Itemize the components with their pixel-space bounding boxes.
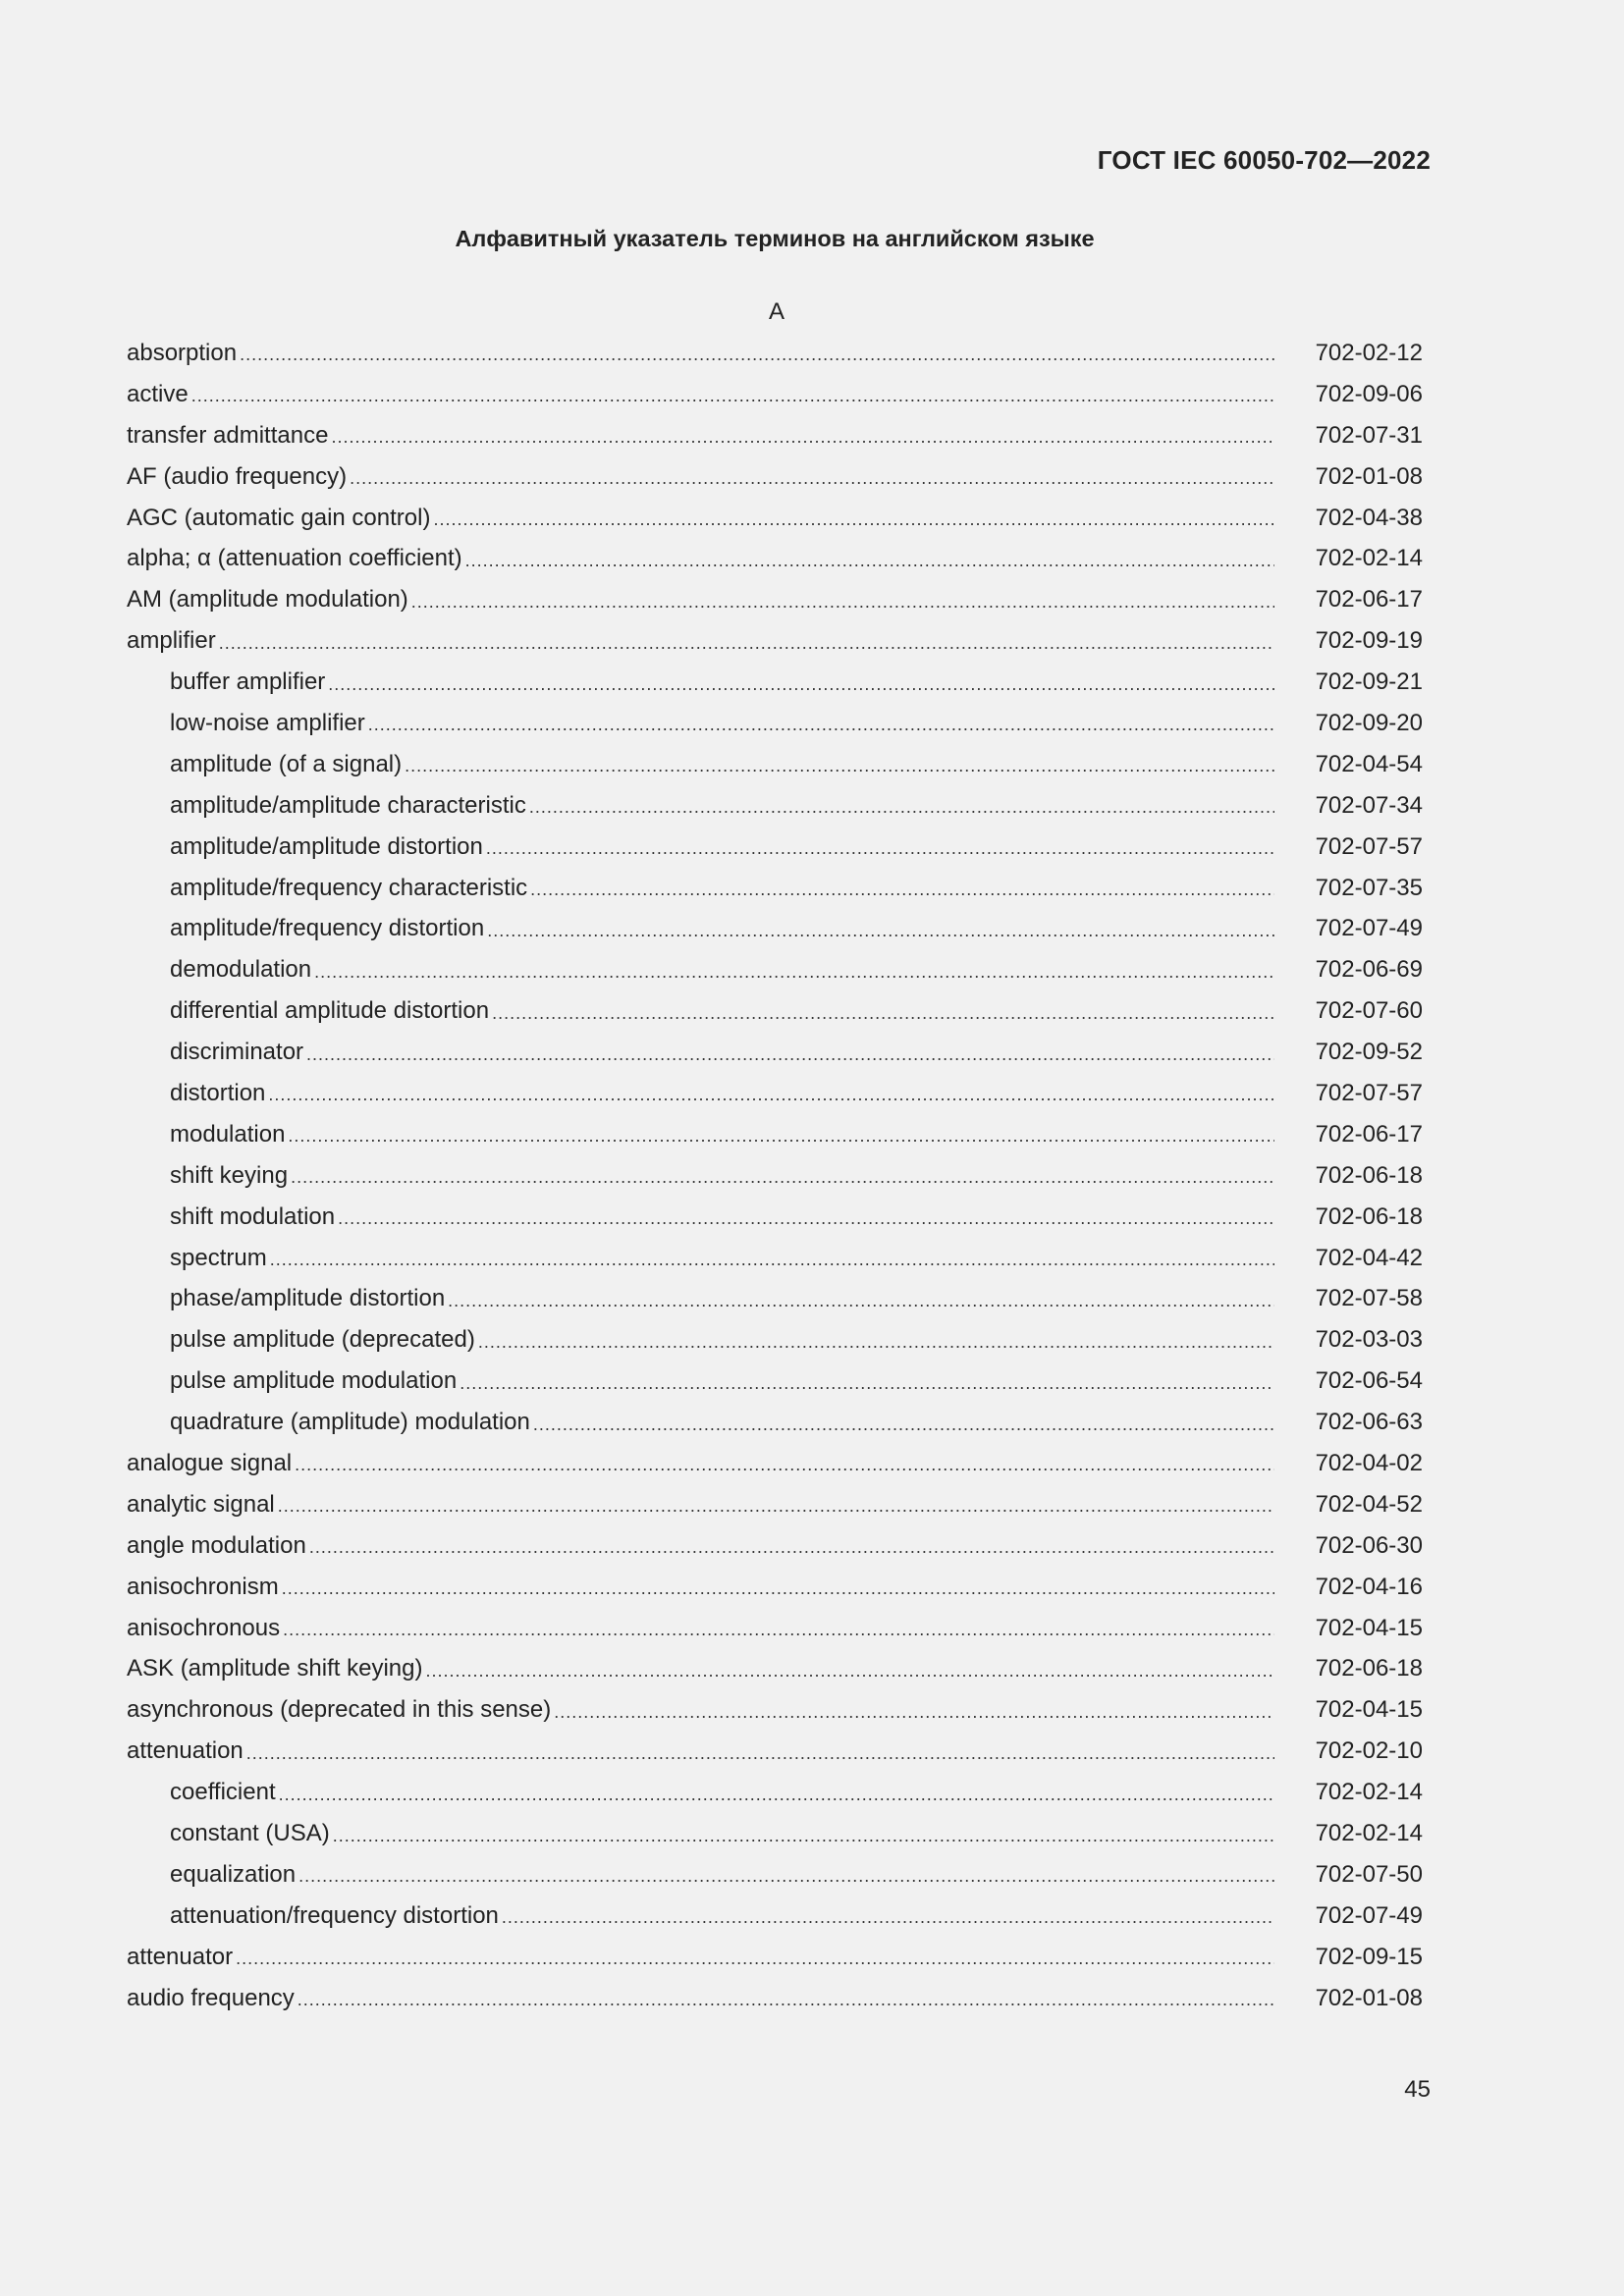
- index-term: buffer amplifier: [170, 668, 326, 696]
- index-subentry: [127, 1361, 1423, 1402]
- index-term: pulse amplitude modulation: [170, 1367, 458, 1395]
- term-code: 702-07-57: [1315, 832, 1423, 860]
- dot-leader: [338, 1208, 1274, 1229]
- index-subentry: [127, 1197, 1423, 1238]
- index-subentry: [127, 1073, 1423, 1114]
- index-term: AF (audio frequency): [127, 462, 348, 490]
- term-code: 702-06-18: [1315, 1161, 1423, 1189]
- index-entry: [127, 1937, 1423, 1978]
- dot-leader: [282, 1578, 1274, 1599]
- term-code: 702-06-18: [1315, 1202, 1423, 1230]
- term-code: 702-04-52: [1315, 1490, 1423, 1518]
- dot-leader: [291, 1167, 1274, 1188]
- index-entry: [127, 620, 1423, 662]
- term-code: 702-02-10: [1315, 1737, 1423, 1765]
- dot-leader: [411, 592, 1274, 613]
- dot-leader: [460, 1373, 1274, 1394]
- term-code: 702-07-49: [1315, 915, 1423, 942]
- term-code: 702-02-14: [1315, 1779, 1423, 1806]
- dot-leader: [236, 1949, 1274, 1969]
- index-term: AM (amplitude modulation): [127, 586, 408, 614]
- dot-leader: [270, 1250, 1274, 1270]
- dot-leader: [425, 1661, 1274, 1682]
- index-subentry: [127, 744, 1423, 785]
- index-subentry: [127, 1319, 1423, 1361]
- dot-leader: [306, 1044, 1274, 1065]
- term-code: 702-06-63: [1315, 1409, 1423, 1436]
- term-code: 702-09-06: [1315, 380, 1423, 407]
- index-term: shift keying: [170, 1161, 289, 1189]
- term-code: 702-04-54: [1315, 750, 1423, 777]
- dot-leader: [492, 1003, 1274, 1024]
- dot-leader: [530, 880, 1274, 900]
- index-term: pulse amplitude (deprecated): [170, 1326, 475, 1354]
- index-term: constant (USA): [170, 1820, 330, 1846]
- term-code: 702-09-15: [1315, 1943, 1423, 1970]
- term-code: 702-07-58: [1315, 1285, 1423, 1312]
- dot-leader: [533, 1415, 1274, 1435]
- index-subentry: [127, 1114, 1423, 1155]
- index-entry: [127, 1978, 1423, 2019]
- index-subentry: [127, 785, 1423, 827]
- index-term: anisochronism: [127, 1573, 279, 1600]
- index-term: equalization: [170, 1860, 297, 1888]
- dot-leader: [219, 633, 1274, 654]
- dot-leader: [405, 756, 1274, 776]
- term-code: 702-04-15: [1315, 1614, 1423, 1641]
- dot-leader: [283, 1620, 1274, 1640]
- term-code: 702-06-18: [1315, 1655, 1423, 1682]
- index-entry: [127, 1689, 1423, 1731]
- term-index-list: [127, 333, 1423, 2019]
- index-subentry: [127, 703, 1423, 744]
- term-code: 702-09-21: [1315, 668, 1423, 696]
- term-code: 702-07-35: [1315, 874, 1423, 901]
- index-subentry: [127, 1896, 1423, 1937]
- index-term: low-noise amplifier: [170, 709, 365, 736]
- dot-leader: [240, 345, 1274, 365]
- index-term: quadrature (amplitude) modulation: [170, 1409, 530, 1436]
- index-term: amplifier: [127, 627, 216, 655]
- index-term: attenuation: [127, 1737, 244, 1765]
- dot-leader: [314, 962, 1274, 983]
- index-subentry: [127, 1402, 1423, 1443]
- index-entry: [127, 1484, 1423, 1525]
- index-term: audio frequency: [127, 1984, 295, 2011]
- dot-leader: [465, 551, 1274, 571]
- index-entry: [127, 538, 1423, 579]
- index-entry: [127, 1443, 1423, 1484]
- term-code: 702-09-20: [1315, 709, 1423, 736]
- dot-leader: [350, 468, 1274, 489]
- index-entry: [127, 1608, 1423, 1649]
- index-term: anisochronous: [127, 1614, 281, 1641]
- dot-leader: [368, 715, 1274, 735]
- term-code: 702-04-02: [1315, 1449, 1423, 1476]
- dot-leader: [478, 1332, 1274, 1353]
- index-subentry: [127, 1238, 1423, 1279]
- index-term: coefficient: [170, 1779, 276, 1806]
- index-subentry: [127, 949, 1423, 990]
- index-term: discriminator: [170, 1039, 304, 1066]
- dot-leader: [529, 797, 1274, 818]
- index-term: AGC (automatic gain control): [127, 504, 431, 531]
- dot-leader: [298, 1866, 1274, 1887]
- dot-leader: [295, 1455, 1274, 1475]
- term-code: 702-07-57: [1315, 1079, 1423, 1106]
- index-entry: [127, 456, 1423, 498]
- index-subentry: [127, 990, 1423, 1032]
- index-term: phase/amplitude distortion: [170, 1285, 446, 1312]
- dot-leader: [486, 838, 1274, 859]
- index-term: alpha; α (attenuation coefficient): [127, 545, 462, 572]
- document-header: ГОСТ IEC 60050-702—2022: [1097, 145, 1431, 175]
- index-term: absorption: [127, 339, 238, 366]
- index-subentry: [127, 908, 1423, 949]
- index-subentry: [127, 1032, 1423, 1073]
- dot-leader: [298, 1990, 1274, 2010]
- term-code: 702-07-34: [1315, 791, 1423, 819]
- term-code: 702-06-17: [1315, 586, 1423, 614]
- index-term: active: [127, 380, 189, 407]
- index-term: attenuator: [127, 1943, 234, 1970]
- index-term: amplitude (of a signal): [170, 750, 403, 777]
- index-term: modulation: [170, 1120, 286, 1148]
- term-code: 702-03-03: [1315, 1326, 1423, 1354]
- index-entry: [127, 1649, 1423, 1690]
- index-term: amplitude/frequency distortion: [170, 915, 485, 942]
- term-code: 702-02-14: [1315, 1820, 1423, 1846]
- term-code: 702-01-08: [1315, 1984, 1423, 2011]
- dot-leader: [328, 674, 1274, 695]
- term-code: 702-02-14: [1315, 545, 1423, 572]
- term-code: 702-04-42: [1315, 1244, 1423, 1271]
- term-code: 702-04-15: [1315, 1696, 1423, 1724]
- index-subentry: [127, 1854, 1423, 1896]
- index-subentry: [127, 1278, 1423, 1319]
- term-code: 702-06-30: [1315, 1531, 1423, 1559]
- term-code: 702-07-49: [1315, 1901, 1423, 1929]
- index-entry: [127, 374, 1423, 415]
- term-code: 702-09-19: [1315, 627, 1423, 655]
- index-subentry: [127, 1813, 1423, 1854]
- dot-leader: [331, 427, 1274, 448]
- page-title: Алфавитный указатель терминов на английском языке: [455, 226, 1095, 251]
- dot-leader: [246, 1743, 1274, 1764]
- index-term: ASK (amplitude shift keying): [127, 1655, 423, 1682]
- index-term: angle modulation: [127, 1531, 306, 1559]
- index-subentry: [127, 1155, 1423, 1197]
- term-code: 702-06-69: [1315, 956, 1423, 984]
- term-code: 702-04-38: [1315, 504, 1423, 531]
- index-term: amplitude/amplitude distortion: [170, 832, 483, 860]
- dot-leader: [554, 1702, 1274, 1723]
- index-entry: [127, 415, 1423, 456]
- index-term: asynchronous (deprecated in this sense): [127, 1696, 552, 1724]
- index-term: attenuation/frequency distortion: [170, 1901, 499, 1929]
- index-term: demodulation: [170, 956, 312, 984]
- term-code: 702-06-54: [1315, 1367, 1423, 1395]
- term-code: 702-09-52: [1315, 1039, 1423, 1066]
- index-term: analogue signal: [127, 1449, 293, 1476]
- term-code: 702-06-17: [1315, 1120, 1423, 1148]
- dot-leader: [487, 921, 1274, 941]
- index-term: differential amplitude distortion: [170, 997, 490, 1025]
- section-letter: A: [768, 298, 785, 325]
- index-entry: [127, 579, 1423, 620]
- dot-leader: [288, 1126, 1274, 1147]
- index-entry: [127, 333, 1423, 374]
- index-term: spectrum: [170, 1244, 267, 1271]
- index-subentry: [127, 827, 1423, 868]
- dot-leader: [279, 1785, 1274, 1805]
- term-code: 702-07-50: [1315, 1860, 1423, 1888]
- index-term: distortion: [170, 1079, 266, 1106]
- index-subentry: [127, 1772, 1423, 1813]
- dot-leader: [268, 1085, 1274, 1105]
- index-term: shift modulation: [170, 1202, 336, 1230]
- index-subentry: [127, 662, 1423, 703]
- term-code: 702-07-60: [1315, 997, 1423, 1025]
- dot-leader: [502, 1907, 1274, 1928]
- index-entry: [127, 498, 1423, 539]
- index-term: analytic signal: [127, 1490, 275, 1518]
- page-number: 45: [1404, 2076, 1431, 2103]
- index-entry: [127, 1731, 1423, 1772]
- term-code: 702-07-31: [1315, 421, 1423, 449]
- dot-leader: [309, 1537, 1274, 1558]
- dot-leader: [191, 386, 1274, 406]
- term-code: 702-04-16: [1315, 1573, 1423, 1600]
- index-term: amplitude/amplitude characteristic: [170, 791, 526, 819]
- index-term: transfer admittance: [127, 421, 329, 449]
- dot-leader: [448, 1291, 1274, 1311]
- index-entry: [127, 1567, 1423, 1608]
- term-code: 702-01-08: [1315, 462, 1423, 490]
- index-entry: [127, 1525, 1423, 1567]
- index-term: amplitude/frequency characteristic: [170, 874, 528, 901]
- index-subentry: [127, 868, 1423, 909]
- term-code: 702-02-12: [1315, 339, 1423, 366]
- dot-leader: [433, 509, 1274, 530]
- dot-leader: [333, 1826, 1274, 1846]
- dot-leader: [278, 1496, 1274, 1517]
